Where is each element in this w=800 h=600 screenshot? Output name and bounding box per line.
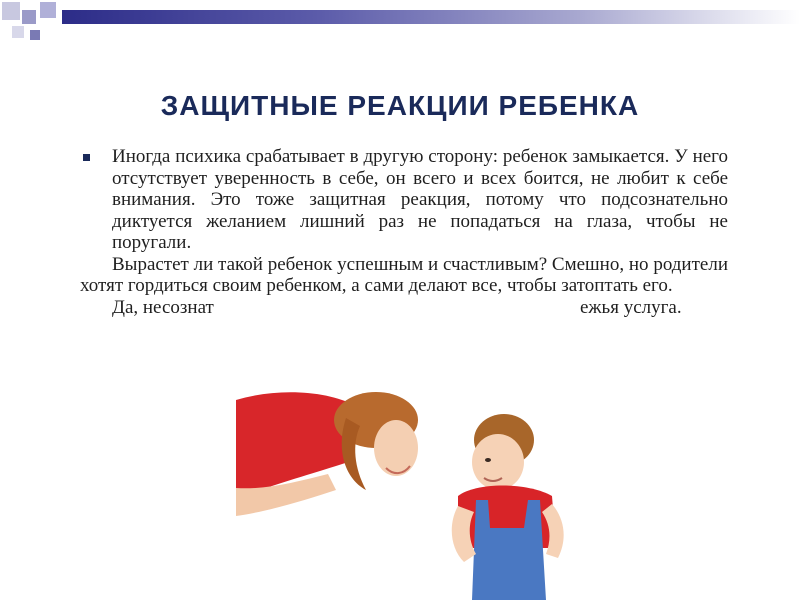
- decor-square: [30, 30, 40, 40]
- slide-title: ЗАЩИТНЫЕ РЕАКЦИИ РЕБЕНКА: [160, 90, 640, 121]
- decor-square: [22, 10, 36, 24]
- paragraph-3-end: ежья услуга.: [580, 296, 682, 318]
- decor-square: [2, 2, 20, 20]
- slide-body: [80, 146, 728, 321]
- paragraph-1: Иногда психика срабатывает в другую сторону: ребенок замыкается. У него отсутствует уверенность в себе, он всего и всех боится, не любит к себе внимания. Это тоже защитная реакция, потому что подсознательно диктуется желанием лишний раз не попадаться на глаза, чтобы не поругали.: [112, 146, 728, 253]
- bullet-paragraph: [80, 146, 728, 254]
- mother-child-photo: [236, 378, 596, 600]
- paragraph-3: [80, 297, 728, 321]
- paragraph-2: Вырастет ли такой ребенок успешным и счастливым? Смешно, но родители хотят гордиться своим ребенком, а сами делают все, чтобы затоптать его.: [80, 253, 728, 296]
- header-gradient-band: [62, 10, 800, 24]
- square-bullet-icon: [83, 154, 90, 161]
- decor-square: [12, 26, 24, 38]
- paragraph-3-start: Да, несознат: [112, 296, 214, 318]
- photo-illustration: [236, 378, 596, 600]
- decor-square: [40, 2, 56, 18]
